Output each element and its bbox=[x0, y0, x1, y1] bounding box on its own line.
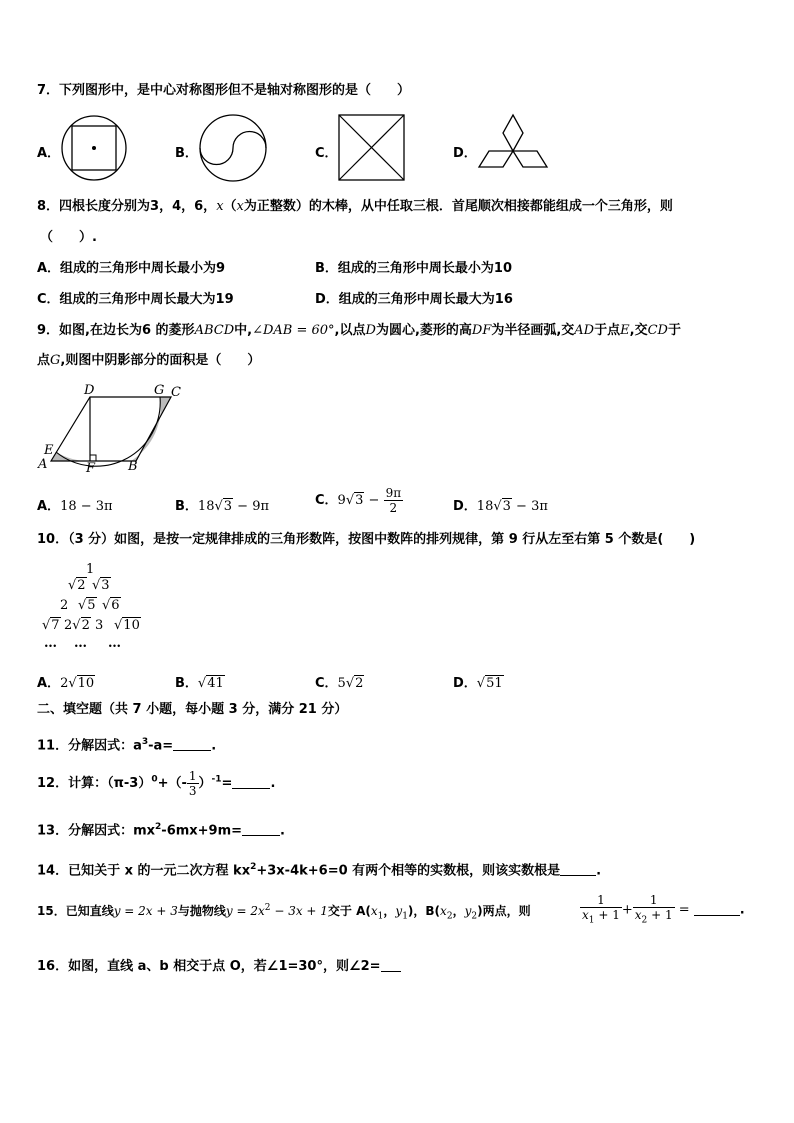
q9-text: 于 bbox=[667, 323, 681, 338]
q10-coef: 2 bbox=[64, 618, 73, 633]
q9-option-b-sqrt: √3 bbox=[214, 499, 233, 514]
q7-figure-c bbox=[338, 114, 406, 182]
q15-denominator-var: x bbox=[634, 908, 642, 922]
q9-side-ad: AD bbox=[574, 323, 595, 338]
q9-text: ,交 bbox=[629, 323, 648, 338]
q9-option-c-coef: 9 bbox=[337, 493, 346, 508]
q15-text: ， bbox=[383, 904, 396, 918]
q8-stem bbox=[37, 199, 673, 215]
q10-option-a-radicand: 10 bbox=[77, 676, 95, 691]
q9-option-a-label: A． bbox=[37, 499, 61, 514]
q9-text: ,以点 bbox=[334, 323, 366, 338]
q10-radicand: 7 bbox=[51, 618, 60, 633]
q15-numerator: 1 bbox=[580, 893, 622, 908]
q9-text: 点 bbox=[37, 353, 51, 368]
section-2-heading: 二、填空题（共 7 小题，每小题 3 分，满分 21 分） bbox=[37, 702, 348, 717]
q13-exponent: 2 bbox=[155, 822, 162, 832]
q10-radicand: 5 bbox=[87, 598, 96, 613]
q7-figure-b bbox=[199, 114, 269, 182]
q14-stem bbox=[37, 859, 601, 879]
q15-exponent: 2 bbox=[264, 903, 271, 913]
q10-row4-item: 3 bbox=[95, 618, 104, 633]
q10-row2-item: √2 bbox=[68, 578, 86, 593]
q12-text: . bbox=[270, 776, 276, 791]
q11-text: . bbox=[211, 738, 217, 754]
q10-option-c-label: C． bbox=[315, 676, 338, 691]
q14-exponent: 2 bbox=[250, 862, 257, 872]
q10-row4-item: √10 bbox=[114, 618, 140, 633]
q12-exponent: 0 bbox=[151, 774, 158, 785]
q9-option-a bbox=[37, 495, 113, 514]
q10-option-c-radicand: 2 bbox=[355, 676, 364, 691]
q10-row4-item: √7 bbox=[42, 618, 60, 633]
q9-option-b bbox=[175, 495, 269, 514]
q10-radicand: 2 bbox=[77, 578, 86, 593]
q8-option-a: A．组成的三角形中周长最小为9 bbox=[37, 261, 226, 276]
q9-option-c-minus: − bbox=[364, 493, 384, 508]
q10-option-c bbox=[315, 672, 364, 691]
q8-var-x: x bbox=[216, 199, 224, 214]
q9-text: 于点 bbox=[594, 323, 621, 338]
q9-point-e: E bbox=[620, 323, 630, 338]
q15-var: y bbox=[464, 904, 472, 918]
q9-label-c: C bbox=[171, 385, 181, 400]
q9-stem-line2 bbox=[37, 353, 260, 369]
q9-stem-line1 bbox=[37, 323, 681, 339]
q15-denominator-var: x bbox=[582, 908, 589, 922]
q15-var: y bbox=[395, 904, 403, 918]
q15-text: . bbox=[739, 902, 745, 918]
q15-parabola-part: y = 2x bbox=[225, 904, 265, 918]
q10-row2-item: √3 bbox=[92, 578, 110, 593]
q10-option-a-label: A． bbox=[37, 676, 61, 691]
q10-radicand: 6 bbox=[111, 598, 120, 613]
q10-option-b-radicand: 41 bbox=[207, 676, 224, 691]
q14-text: +3x-4k+6=0 有两个相等的实数根，则该实数根是 bbox=[256, 863, 561, 879]
q9-option-c-sqrt: √3 bbox=[345, 493, 364, 508]
q9-text: 中, bbox=[234, 323, 253, 338]
q10-dots: … bbox=[74, 636, 87, 651]
q12-answer-blank[interactable] bbox=[232, 776, 270, 789]
q10-row3-item: √6 bbox=[102, 598, 120, 613]
q10-dots: … bbox=[44, 636, 57, 651]
q9-text: 为半径画弧,交 bbox=[491, 323, 575, 338]
q15-denominator-tail: + 1 bbox=[594, 908, 620, 922]
q7-option-a-label: A． bbox=[37, 146, 61, 161]
q12-text: = bbox=[221, 776, 233, 791]
q15-fraction-1 bbox=[580, 893, 622, 927]
q9-side-cd: CD bbox=[647, 323, 668, 338]
q12-text: 12．计算：（π-3） bbox=[37, 776, 152, 791]
q9-rhombus-name: ABCD bbox=[194, 323, 235, 338]
q16-answer-blank[interactable] bbox=[381, 959, 401, 972]
q8-stem-part: 为正整数）的木棒，从中任取三根．首尾顺次相接都能组成一个三角形，则 bbox=[243, 199, 673, 214]
q10-option-a-coef: 2 bbox=[60, 676, 69, 691]
q13-stem bbox=[37, 819, 285, 839]
q13-text: 13．分解因式：mx bbox=[37, 823, 156, 839]
q10-option-a-sqrt: √10 bbox=[68, 676, 95, 691]
q10-row3-item: √5 bbox=[78, 598, 96, 613]
q7-figure-d bbox=[478, 114, 550, 180]
q9-option-d-coef: 18 bbox=[476, 499, 494, 514]
q13-answer-blank[interactable] bbox=[242, 823, 280, 836]
q10-stem bbox=[37, 532, 695, 548]
q9-label-a: A bbox=[38, 457, 48, 472]
q9-label-g: G bbox=[154, 383, 165, 398]
q9-option-c-fraction bbox=[384, 486, 404, 515]
q15-subscript: 2 bbox=[641, 915, 648, 926]
q15-fraction-2 bbox=[633, 893, 675, 927]
q14-answer-blank[interactable] bbox=[560, 863, 596, 876]
q10-option-d-sqrt: √51 bbox=[476, 676, 503, 691]
q9-option-c-denominator: 2 bbox=[389, 501, 398, 515]
q9-option-d-tail: − 3π bbox=[511, 499, 548, 514]
q15-text: 交于 A( bbox=[327, 904, 371, 918]
q10-option-b-label: B． bbox=[175, 676, 198, 691]
q10-row3-item: 2 bbox=[60, 598, 69, 613]
q8-stem-tail: （ ）. bbox=[40, 230, 97, 245]
q12-exponent: -1 bbox=[211, 774, 222, 785]
q8-stem-part: （ bbox=[223, 199, 237, 214]
q8-option-d: D．组成的三角形中周长最大为16 bbox=[315, 292, 513, 307]
q12-denominator: 3 bbox=[188, 784, 197, 798]
q9-label-e: E bbox=[44, 443, 54, 458]
q12-numerator: 1 bbox=[188, 769, 197, 783]
q9-label-d: D bbox=[84, 383, 95, 398]
q15-stem bbox=[37, 900, 531, 924]
q15-denominator-tail: + 1 bbox=[647, 908, 673, 922]
q15-equals: = bbox=[674, 902, 694, 918]
q9-option-b-radicand: 3 bbox=[223, 499, 233, 514]
q11-text: 11．分解因式：a bbox=[37, 738, 142, 754]
q10-option-b-sqrt: √41 bbox=[197, 676, 224, 691]
q10-text: 10．（3 分 bbox=[37, 532, 102, 547]
q15-line-equation: y = 2x + 3 bbox=[113, 904, 178, 918]
q15-answer-blank[interactable] bbox=[694, 903, 740, 916]
q9-text: ,则图中阴影部分的面积是（ ） bbox=[60, 353, 261, 368]
q15-parabola-part: − 3x + 1 bbox=[270, 904, 328, 918]
q16-stem bbox=[37, 959, 401, 975]
q15-subscript: 2 bbox=[446, 911, 453, 922]
q15-text: 15．已知直线 bbox=[37, 904, 114, 918]
q13-text: . bbox=[280, 823, 285, 839]
q15-subscript: 2 bbox=[471, 911, 478, 922]
q11-exponent: 3 bbox=[141, 737, 149, 747]
q10-radicand: 3 bbox=[101, 578, 110, 593]
q9-label-f: F bbox=[86, 461, 96, 476]
q15-expression bbox=[580, 893, 745, 927]
q15-plus: + bbox=[621, 902, 633, 918]
q7-stem: 7．下列图形中，是中心对称图形但不是轴对称图形的是（ ） bbox=[37, 83, 411, 98]
q10-dots: … bbox=[108, 636, 121, 651]
q9-text: 9．如图,在边长为6 的菱形 bbox=[37, 323, 195, 338]
q15-var: x bbox=[440, 904, 447, 918]
q15-text: )，B( bbox=[407, 904, 441, 918]
q9-option-c bbox=[315, 486, 403, 515]
q10-option-c-sqrt: √2 bbox=[345, 676, 364, 691]
q7-figure-a bbox=[60, 115, 130, 181]
q9-option-b-tail: − 9π bbox=[233, 499, 270, 514]
q12-stem bbox=[37, 769, 275, 798]
q9-option-c-radicand: 3 bbox=[355, 493, 364, 508]
q15-text: 与抛物线 bbox=[177, 904, 226, 918]
q13-text: -6mx+9m= bbox=[161, 823, 243, 839]
q8-stem-part: 8．四根长度分别为3，4，6， bbox=[37, 199, 217, 214]
q11-text: -a= bbox=[148, 738, 174, 754]
q9-option-b-coef: 18 bbox=[197, 499, 215, 514]
q15-var: x bbox=[370, 904, 378, 918]
q15-text: ， bbox=[452, 904, 465, 918]
q9-text: 为圆心,菱形的高 bbox=[375, 323, 472, 338]
q9-option-c-numerator: 9π bbox=[385, 486, 402, 500]
q9-rhombus-figure bbox=[36, 382, 186, 474]
q9-option-d-radicand: 3 bbox=[502, 499, 511, 514]
q10-radicand: 10 bbox=[123, 618, 140, 633]
q10-row1-item: 1 bbox=[86, 562, 95, 577]
q12-text: +（- bbox=[157, 776, 187, 791]
q9-option-c-label: C． bbox=[315, 493, 338, 508]
q9-angle: ∠DAB = 60° bbox=[252, 323, 335, 338]
q9-option-d-label: D． bbox=[453, 499, 477, 514]
q15-subscript: 1 bbox=[377, 911, 384, 922]
q15-subscript: 1 bbox=[402, 911, 408, 922]
q9-option-a-value: 18 − 3π bbox=[60, 499, 113, 514]
q8-option-b: B．组成的三角形中周长最小为10 bbox=[315, 261, 512, 276]
q14-text: 14．已知关于 x 的一元二次方程 kx bbox=[37, 863, 251, 879]
q7-option-c-label: C． bbox=[315, 146, 338, 161]
q10-option-d bbox=[453, 672, 504, 691]
q9-option-d-sqrt: √3 bbox=[493, 499, 511, 514]
q10-option-d-radicand: 51 bbox=[486, 676, 503, 691]
q9-label-b: B bbox=[128, 459, 138, 474]
q9-option-b-label: B． bbox=[175, 499, 198, 514]
q9-point-g: G bbox=[50, 353, 61, 368]
q10-option-d-label: D． bbox=[453, 676, 477, 691]
q9-option-d bbox=[453, 495, 548, 514]
q10-number-triangle bbox=[38, 562, 148, 654]
q15-numerator: 1 bbox=[633, 893, 675, 908]
q14-text: . bbox=[596, 863, 602, 879]
q16-text: 16．如图，直线 a、b 相交于点 O，若∠1=30°，则∠2= bbox=[37, 959, 381, 974]
q15-subscript: 1 bbox=[588, 915, 595, 926]
q7-option-d-label: D． bbox=[453, 146, 477, 161]
q10-text: ）如图，是按一定规律排成的三角形数阵，按图中数阵的排列规律，第 9 行从左至右第 5 个数是( ) bbox=[101, 532, 696, 547]
q10-radicand: 2 bbox=[81, 618, 90, 633]
q7-option-b-label: B． bbox=[175, 146, 198, 161]
q10-option-a bbox=[37, 672, 95, 691]
q8-option-c: C．组成的三角形中周长最大为19 bbox=[37, 292, 234, 307]
q11-answer-blank[interactable] bbox=[173, 738, 211, 751]
q10-option-b bbox=[175, 672, 225, 691]
q12-fraction bbox=[187, 769, 199, 798]
q10-row4-item: 2√2 bbox=[64, 618, 90, 633]
q15-text: )两点，则 bbox=[477, 904, 531, 918]
q9-point-d: D bbox=[365, 323, 376, 338]
q8-var-x: x bbox=[236, 199, 244, 214]
q11-stem bbox=[37, 734, 216, 754]
q10-option-c-coef: 5 bbox=[337, 676, 346, 691]
q9-height: DF bbox=[471, 323, 492, 338]
q12-text: ） bbox=[198, 776, 212, 791]
